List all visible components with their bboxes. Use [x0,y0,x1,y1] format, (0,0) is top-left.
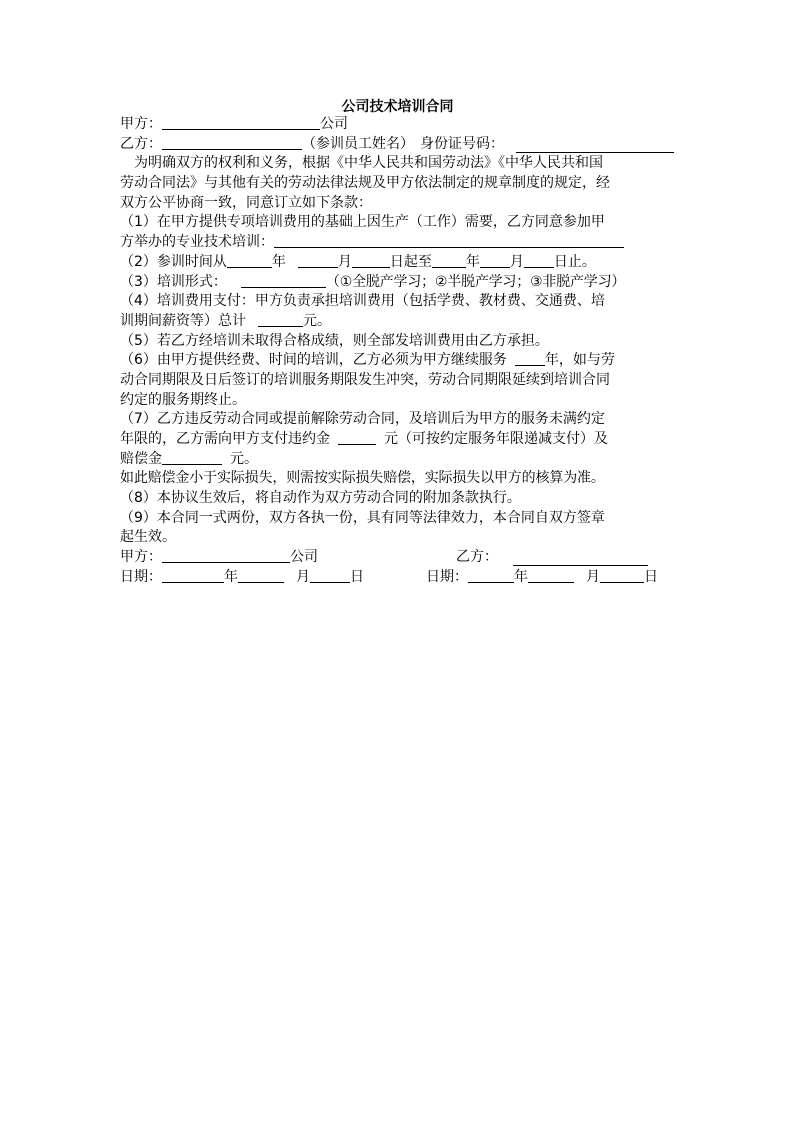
party-a-month-label: 月 [296,568,310,585]
document-title: 公司技术培训合同 [341,99,454,115]
party-b-year-label: 年 [514,568,528,585]
compensation-unit: 元。 [230,450,258,467]
clause-6-line-1 [120,351,675,371]
clause-1-line-1: （1）在甲方提供专项培训费用的基础上因生产（工作）需要，乙方同意参加甲 [120,214,605,231]
clause-5: （5）若乙方经培训未取得合格成绩，则全部发培训费用由乙方承担。 [120,332,549,349]
end-year-blank[interactable] [432,253,466,268]
clause-3-prefix: （3）培训形式： [120,273,227,290]
party-b-month-label: 月 [586,568,600,585]
intro-line-3: 双方公平协商一致，同意订立如下条款： [120,194,372,211]
service-years-blank[interactable] [515,351,545,366]
trainee-name-note: （参训员工姓名） [302,135,414,152]
clause-9-line-2: 起生效。 [120,529,176,546]
id-number-label: 身份证号码： [420,135,504,152]
clause-7-line-2 [120,430,675,450]
party-b-day-label: 日 [644,568,658,585]
signature-party-a-blank[interactable] [162,548,290,563]
clause-1-line-2 [120,233,675,253]
party-a-date-year-blank[interactable] [162,568,224,583]
end-day-blank[interactable] [524,253,554,268]
clause-6-line-2: 动合同期限及日后签订的培训服务期限发生冲突，劳动合同期限延续到培训合同 [120,371,610,388]
party-b-date-group [426,568,658,588]
clause-7-line-3 [120,450,675,470]
start-day-blank[interactable] [352,253,390,268]
clause-7-suffix: 元（可按约定服务年限递减支付）及 [384,431,608,447]
training-program-blank[interactable] [274,233,624,248]
contract-document [120,96,675,588]
party-a-day-label: 日 [350,568,364,585]
party-b-date-label: 日期： [426,568,468,585]
party-a-date-day-blank[interactable] [310,568,350,583]
party-b-line [120,135,675,155]
training-form-blank[interactable] [241,273,326,288]
signature-party-b-blank[interactable] [513,551,648,566]
year-label-2: 年 [465,253,480,270]
end-month-blank[interactable] [480,253,510,268]
party-a-date-month-blank[interactable] [238,568,284,583]
penalty-amount-blank[interactable] [338,430,376,445]
signature-company-suffix: 公司 [290,549,318,566]
intro-line-2: 劳动合同法》与其他有关的劳动法律法规及甲方依法制定的规章制度的规定，经 [120,175,610,192]
clause-4-prefix: 训期间薪资等）总计 [120,312,246,329]
party-b-name-blank[interactable] [162,135,302,150]
party-b-label: 乙方： [120,135,162,152]
day-from-label: 日起至 [389,253,432,270]
clause-9-line-1: （9）本合同一式两份，双方各执一份，具有同等法律效力，本合同自双方签章 [120,509,605,526]
party-a-date-label: 日期： [120,568,162,585]
party-a-year-label: 年 [224,568,238,585]
signature-parties-line [120,548,675,568]
id-number-blank[interactable] [516,138,674,153]
party-b-date-month-blank[interactable] [528,568,574,583]
clause-4-line-2 [120,312,675,332]
signature-dates-line [120,568,675,588]
compensation-label: 赔偿金 [120,450,162,467]
clause-6-line-3: 约定的服务期终止。 [120,391,246,408]
clause-4-suffix: 元。 [303,312,331,329]
intro-line-1: 为明确双方的权利和义务，根据《中华人民共和国劳动法》《中华人民共和国 [134,155,603,172]
clause-6-suffix: 年，如与劳 [544,352,615,369]
clause-6-prefix: （6）由甲方提供经费、时间的培训，乙方必须为甲方继续服务 [120,352,507,369]
party-a-name-blank[interactable] [162,115,320,130]
month-label: 月 [337,253,352,270]
day-to-label: 日止。 [553,253,596,270]
signature-party-b-label: 乙方： [456,549,498,566]
signature-party-a-label: 甲方： [120,549,162,566]
party-a-label: 甲方： [120,116,162,132]
clause-1-text: 方举办的专业技术培训： [120,234,274,251]
party-b-date-year-blank[interactable] [468,568,514,583]
start-year-blank[interactable] [227,253,272,268]
month-label-2: 月 [509,253,524,270]
training-cost-blank[interactable] [258,312,303,327]
party-a-line [120,115,675,135]
party-b-date-day-blank[interactable] [600,568,644,583]
compensation-amount-blank[interactable] [162,450,222,465]
year-label: 年 [271,253,286,270]
training-form-options: （①全脱产学习；②半脱产学习；③非脱产学习） [325,273,626,290]
clause-7-line-1: （7）乙方违反劳动合同或提前解除劳动合同，及培训后为甲方的服务未满约定 [120,411,605,428]
start-month-blank[interactable] [298,253,338,268]
clause-8: （8）本协议生效后，将自动作为双方劳动合同的附加条款执行。 [120,490,521,507]
company-suffix: 公司 [320,116,348,132]
clause-2 [120,253,675,273]
clause-7-prefix: 年限的，乙方需向甲方支付违约金 [120,431,330,447]
clause-3 [120,273,675,293]
clause-2-prefix: （2）参训时间从 [120,253,227,270]
compensation-note: 如此赔偿金小于实际损失，则需按实际损失赔偿，实际损失以甲方的核算为准。 [120,470,605,487]
clause-4-line-1: （4）培训费用支付：甲方负责承担培训费用（包括学费、教材费、交通费、培 [120,293,605,310]
